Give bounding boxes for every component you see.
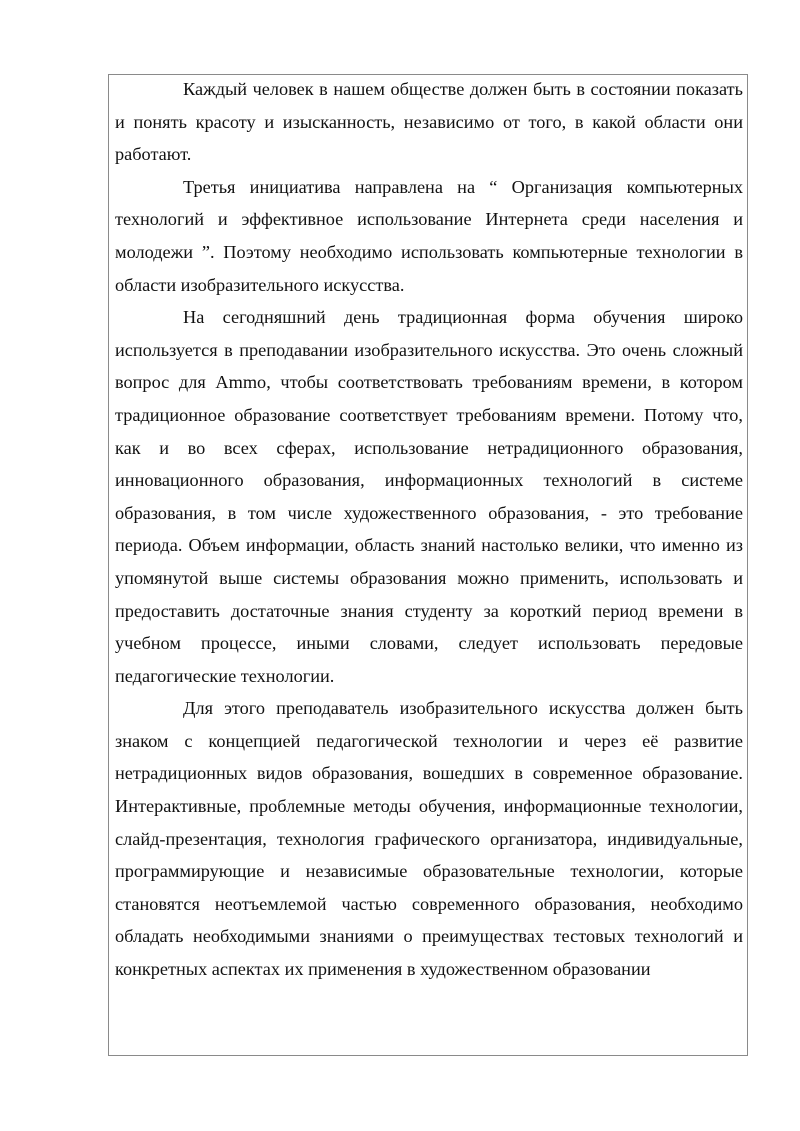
paragraph-3: На сегодняшний день традиционная форма обучения широко используется в преподавании изобразительного искусства. Это очень сложный вопрос для Ammo, чтобы соответствовать требованиям времени, в котором традиционное образование соответствует требованиям времени. Потому что, как и во всех сферах, использование нетрадиционного образования, инновационного образования, информационных технологий в системе образования, в том числе художественного образования, - это требование периода. Объем информации, область знаний настолько велики, что именно из упомянутой выше системы образования можно применить, использовать и предоставить достаточные знания студенту за короткий период времени в учебном процессе, иными словами, следует использовать передовые педагогические технологии. bbox=[115, 307, 743, 686]
paragraph-2: Третья инициатива направлена на “ Организация компьютерных технологий и эффективное использование Интернета среди населения и молодежи ”. Поэтому необходимо использовать компьютерные технологии в области изобразительного искусства. bbox=[115, 176, 743, 295]
paragraph-1: Каждый человек в нашем обществе должен быть в состоянии показать и понять красоту и изысканность, независимо от того, в какой области они работают. bbox=[115, 79, 743, 165]
paragraph-4: Для этого преподаватель изобразительного искусства должен быть знаком с концепцией педагогической технологии и через её развитие нетрадиционных видов образования, вошедших в современное образование. Интерактивные, проблемные методы обучения, информационные технологии, слайд-презентация, технология графического организатора, индивидуальные, программирующие и независимые образовательные технологии, которые становятся неотъемлемой частью современного образования, необходимо обладать необходимыми знаниями о преимуществах тестовых технологий и конкретных аспектах их применения в художественном образовании bbox=[115, 698, 743, 980]
document-body bbox=[115, 73, 743, 986]
